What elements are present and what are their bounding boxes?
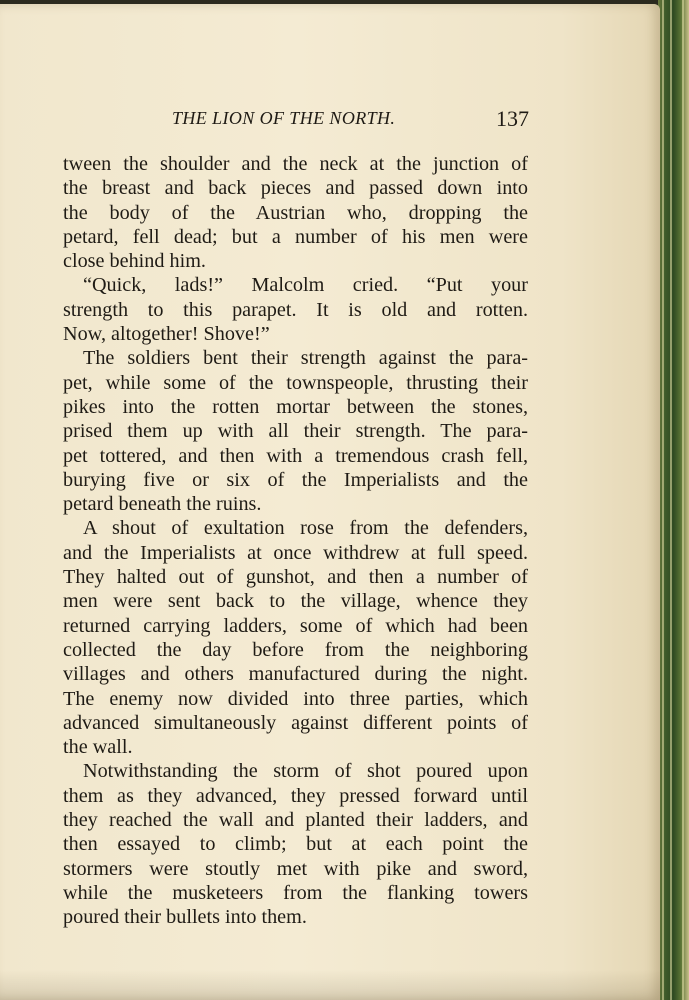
text-line: pet, while some of the townspeople, thrusting their — [63, 371, 528, 394]
text-line: them as they advanced, they pressed forward until — [63, 784, 528, 807]
text-line: they reached the wall and planted their ladders, and — [63, 809, 528, 832]
text-line: men were sent back to the village, whence they — [63, 590, 528, 613]
text-line: burying five or six of the Imperialists and the — [63, 468, 528, 491]
text-line: the body of the Austrian who, dropping the — [63, 201, 528, 224]
book-page — [0, 4, 660, 1000]
text-line: returned carrying ladders, some of which had been — [63, 614, 528, 637]
text-line: The enemy now divided into three parties, which — [63, 687, 528, 710]
text-line: stormers were stoutly met with pike and sword, — [63, 857, 528, 880]
text-line: close behind him. — [63, 250, 206, 273]
page-header — [0, 108, 660, 138]
text-line: tween the shoulder and the neck at the junction of — [63, 153, 528, 175]
text-line: the wall. — [63, 736, 133, 759]
text-line: the breast and back pieces and passed down into — [63, 177, 528, 200]
text-line: pet tottered, and then with a tremendous crash fell, — [63, 444, 528, 467]
text-line: poured their bullets into them. — [63, 906, 307, 929]
text-line: advanced simultaneously against different points of — [63, 711, 528, 734]
text-line: collected the day before from the neighboring — [63, 638, 528, 661]
text-line: Notwithstanding the storm of shot poured upon — [83, 760, 528, 783]
text-line: pikes into the rotten mortar between the stones, — [63, 395, 528, 418]
page-number: 137 — [496, 106, 529, 131]
text-line: villages and others manufactured during the night. — [63, 663, 528, 686]
text-line: petard, fell dead; but a number of his men were — [63, 225, 528, 248]
text-line: They halted out of gunshot, and then a number of — [63, 566, 528, 589]
text-line: “Quick, lads!” Malcolm cried. “Put your — [83, 274, 528, 297]
text-line: The soldiers bent their strength against the para- — [83, 347, 528, 370]
text-line: strength to this parapet. It is old and rotten. — [63, 298, 528, 321]
text-line: petard beneath the ruins. — [63, 493, 262, 516]
text-line: A shout of exultation rose from the defenders, — [83, 517, 528, 540]
body-text — [63, 152, 528, 930]
text-line: while the musketeers from the flanking towers — [63, 881, 528, 904]
book-binding — [658, 0, 689, 1000]
text-line: then essayed to climb; but at each point the — [63, 833, 528, 856]
running-title: THE LION OF THE NORTH. — [172, 108, 396, 128]
page-shadow — [0, 970, 660, 1000]
text-line: Now, altogether! Shove!” — [63, 323, 270, 346]
text-line: prised them up with all their strength. The para- — [63, 420, 528, 443]
text-line: and the Imperialists at once withdrew at full speed. — [63, 541, 528, 564]
